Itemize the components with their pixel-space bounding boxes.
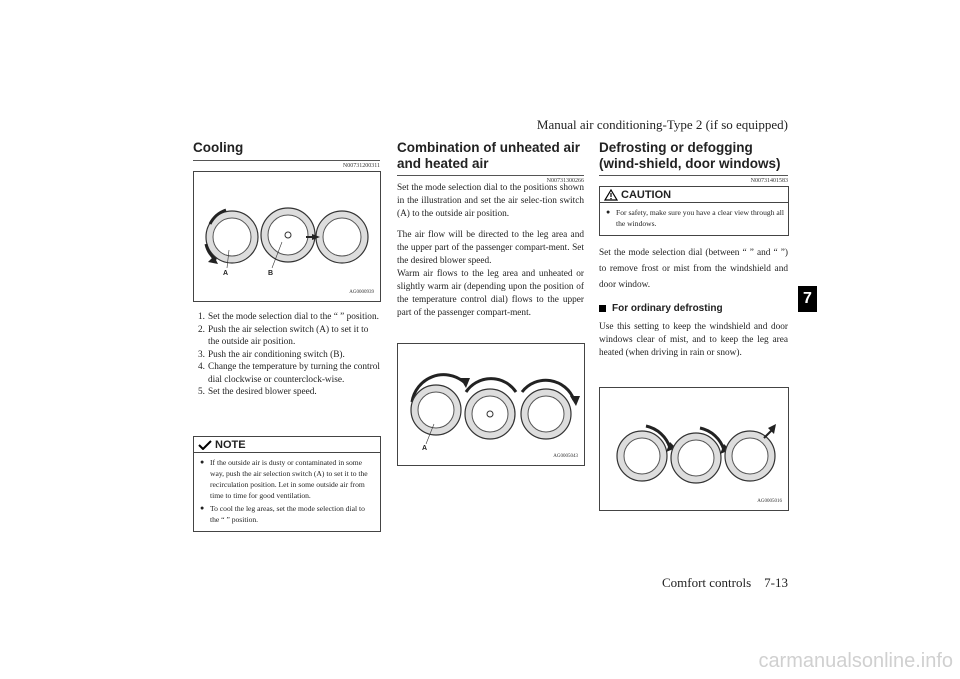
section-title-combination: Combination of unheated air and heated air [397, 140, 581, 171]
step-5: 5. Set the desired blower speed. [198, 387, 317, 397]
note-label: NOTE [215, 438, 246, 451]
note-box [193, 436, 381, 532]
callout-a: A [223, 270, 229, 277]
section-code: N00731200311 [342, 163, 380, 169]
defrost-section [599, 140, 788, 184]
figure-code: AG0005043 [553, 454, 578, 459]
caution-header [600, 187, 788, 203]
page-header-title: Manual air conditioning-Type 2 (if so equipped) [536, 117, 788, 132]
paragraph: Set the mode selection dial to the positions shown in the illustration and set the air selec-tion switch (A) to the outside air position. [397, 183, 584, 219]
note-header [194, 437, 380, 453]
section-code: N00731401583 [750, 178, 788, 184]
caution-box [599, 186, 789, 236]
page-footer [640, 575, 788, 591]
step-1: 1. Set the mode selection dial to the “ ” position. [198, 312, 379, 322]
step-2: 2. Push the air selection switch (A) to set it to the outside air position. [198, 324, 369, 347]
callout-b: B [268, 270, 274, 277]
figure-defrost [599, 387, 789, 511]
figure-cooling [193, 171, 381, 302]
caution-item: ● For safety, make sure you have a clear view through all the windows. [606, 208, 784, 228]
step-4: 4. Change the temperature by turning the control dial clockwise or counterclock-wise. [198, 362, 380, 385]
subheading: For ordinary defrosting [599, 303, 723, 314]
figure-combination [397, 343, 585, 466]
note-item: ● To cool the leg areas, set the mode selection dial to the “ ” position. [200, 504, 365, 524]
note-item: ● If the outside air is dusty or contaminated in some way, push the air selection switch (A) to set it to the recirculation position. Let in some outside air from time to time for good ventilation. [200, 458, 368, 500]
square-bullet-icon [599, 305, 606, 312]
divider [397, 175, 584, 176]
control-panel-illustration [194, 172, 380, 301]
chapter-tab: 7 [798, 286, 817, 312]
warning-triangle-icon [604, 189, 618, 201]
step-3: 3. Push the air conditioning switch (B). [198, 349, 345, 360]
cooling-section [193, 140, 380, 169]
paragraph: The air flow will be directed to the leg area and the upper part of the passenger compart-ment. Set the desired blower speed. [397, 230, 584, 266]
caution-label: CAUTION [621, 188, 672, 201]
control-panel-illustration [600, 388, 788, 510]
check-icon [198, 440, 212, 450]
callout-a: A [422, 445, 428, 452]
paragraph: Warm air flows to the leg area and unheated or slightly warm air (depending upon the position of the temperature control dial) flows to the upper part of the passenger compart-ment. [397, 269, 584, 318]
cooling-steps [198, 311, 380, 399]
page-number: 7-13 [764, 575, 788, 590]
figure-code: AG0000939 [349, 290, 374, 295]
divider [193, 160, 380, 161]
divider [599, 175, 788, 176]
figure-code: AG0005016 [757, 499, 782, 504]
footer-section: Comfort controls [661, 575, 752, 590]
section-code: N00731300266 [546, 178, 584, 184]
paragraph: Set the mode selection dial (between “ ” and “ ”) to remove frost or mist from the windshield and door window. [599, 248, 788, 290]
section-title-defrost: Defrosting or defogging (wind-shield, door windows) [599, 140, 781, 171]
combination-section [397, 140, 584, 184]
watermark: carmanualsonline.info [758, 650, 953, 672]
section-title-cooling: Cooling [193, 140, 244, 155]
paragraph: Use this setting to keep the windshield and door windows clear of mist, and to keep the leg area heated (when driving in rain or snow). [599, 322, 788, 358]
